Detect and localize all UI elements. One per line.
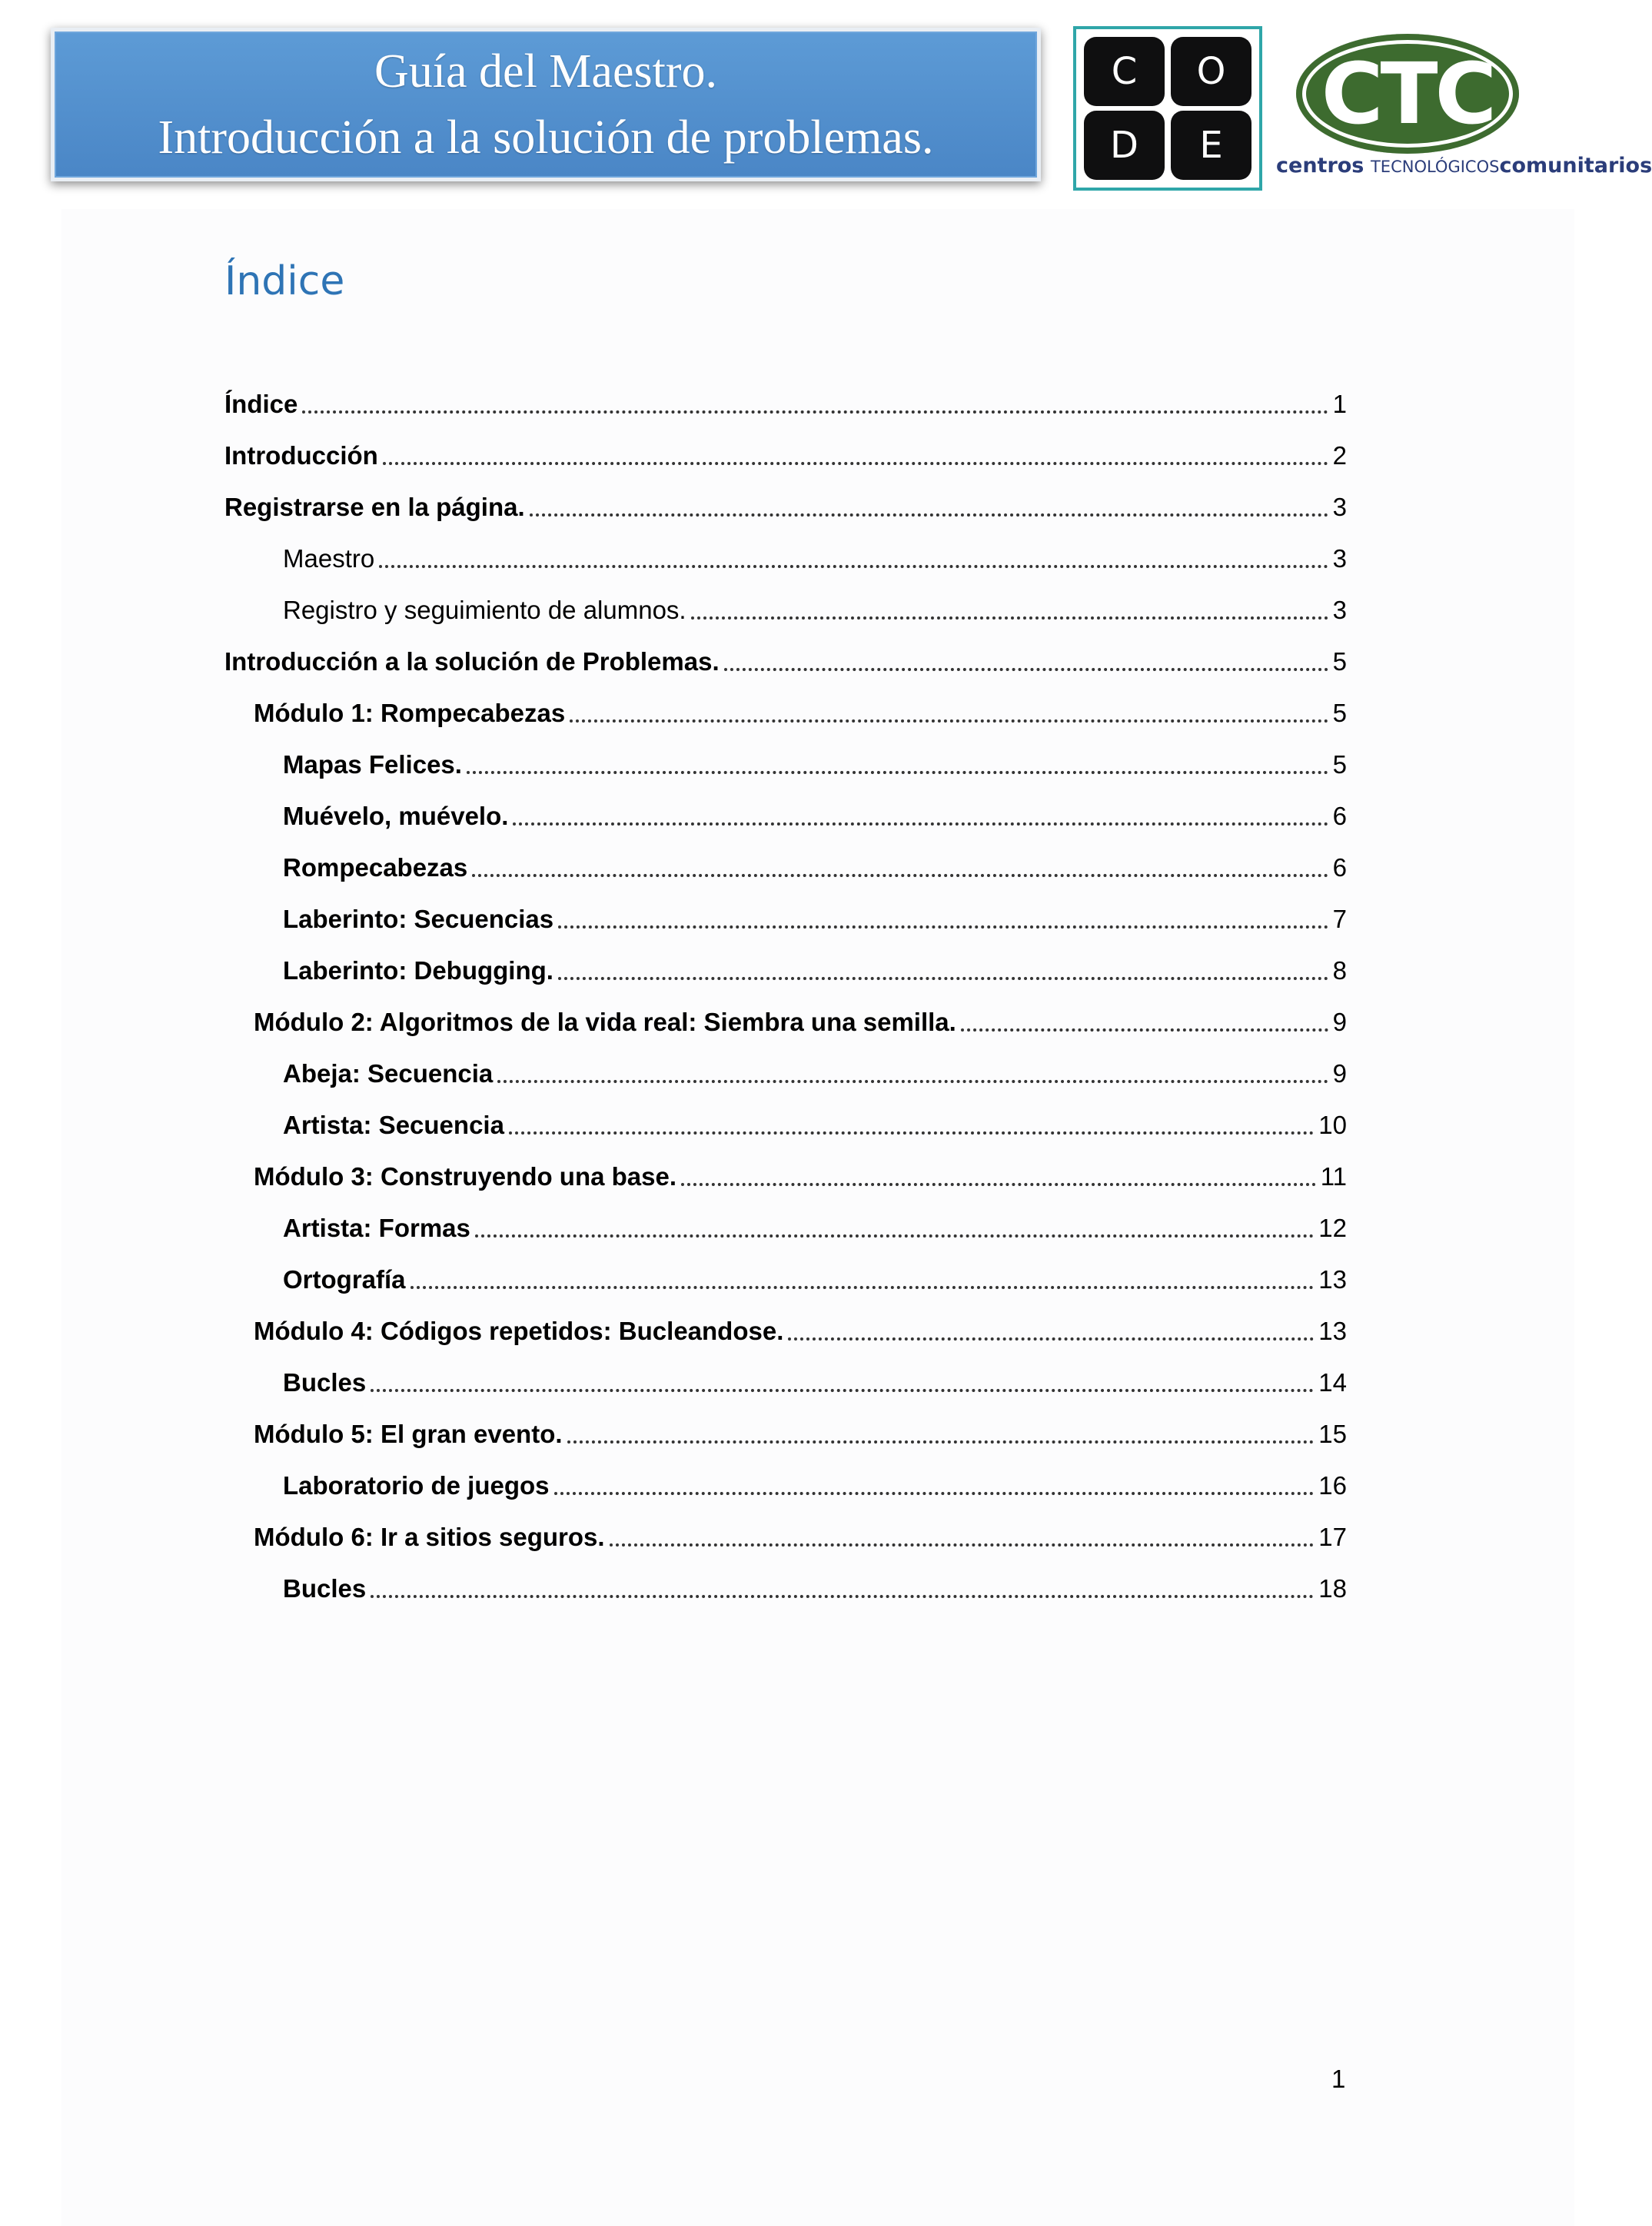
code-logo-letter-c: C: [1084, 37, 1165, 106]
ctc-logo-letters: CTC: [1321, 45, 1494, 143]
toc-entry-title: Introducción: [224, 441, 378, 470]
toc-entry-title: Ortografía: [283, 1265, 406, 1294]
toc-entry-page: 5: [1332, 647, 1347, 676]
toc-entry[interactable]: [224, 1351, 1347, 1402]
toc-entry[interactable]: [224, 887, 1347, 939]
page-number: 1: [1331, 2065, 1346, 2093]
toc-dot-leader: [513, 822, 1328, 826]
toc-entry[interactable]: [224, 1042, 1347, 1093]
ctc-logo: [1273, 31, 1652, 192]
toc-dot-leader: [371, 1389, 1314, 1392]
toc-entry-page: 15: [1318, 1420, 1347, 1448]
toc-entry[interactable]: [224, 475, 1347, 527]
toc-dot-leader: [570, 719, 1328, 723]
toc-entry-title: Módulo 4: Códigos repetidos: Bucleandose.: [254, 1317, 784, 1345]
toc-dot-leader: [383, 462, 1328, 465]
toc-entry-page: 18: [1318, 1574, 1347, 1603]
toc-entry-title: Laberinto: Secuencias: [283, 905, 554, 933]
toc-entry-page: 13: [1318, 1265, 1347, 1294]
toc-dot-leader: [475, 1234, 1314, 1238]
toc-entry-page: 9: [1332, 1008, 1347, 1036]
toc-entry[interactable]: [224, 1454, 1347, 1505]
code-logo-letter-e: E: [1171, 111, 1251, 180]
title-banner: [51, 28, 1041, 181]
table-of-contents: [224, 372, 1347, 1608]
toc-dot-leader: [371, 1595, 1314, 1598]
ctc-tagline-centros: centros: [1276, 154, 1364, 178]
toc-entry-title: Módulo 1: Rompecabezas: [254, 699, 566, 727]
toc-entry-title: Laboratorio de juegos: [283, 1471, 550, 1500]
toc-entry-page: 3: [1332, 493, 1347, 521]
code-logo-letter-o: O: [1171, 37, 1251, 106]
toc-entry-page: 6: [1332, 853, 1347, 882]
toc-dot-leader: [558, 925, 1328, 929]
toc-entry-title: Artista: Formas: [283, 1214, 470, 1242]
toc-entry-title: Índice: [224, 390, 298, 418]
toc-dot-leader: [610, 1543, 1315, 1547]
toc-entry-page: 11: [1320, 1162, 1347, 1191]
code-logo-grid: [1084, 37, 1251, 180]
toc-dot-leader: [558, 977, 1328, 980]
toc-entry-title: Registrarse en la página.: [224, 493, 525, 521]
toc-entry-page: 9: [1332, 1059, 1347, 1088]
toc-entry-title: Bucles: [283, 1574, 367, 1603]
banner-title-line-2: Introducción a la solución de problemas.: [158, 111, 934, 164]
toc-entry-page: 3: [1332, 596, 1347, 624]
toc-entry-title: Mapas Felices.: [283, 750, 462, 779]
ctc-tagline-comunitarios: comunitarios: [1499, 154, 1652, 178]
toc-entry-title: Rompecabezas: [283, 853, 468, 882]
toc-entry-page: 3: [1332, 544, 1347, 573]
toc-entry-title: Módulo 5: El gran evento.: [254, 1420, 563, 1448]
toc-entry-page: 13: [1318, 1317, 1347, 1345]
toc-entry-page: 2: [1332, 441, 1347, 470]
toc-entry[interactable]: [224, 527, 1347, 578]
toc-entry-page: 5: [1332, 699, 1347, 727]
toc-dot-leader: [467, 771, 1328, 774]
ctc-logo-tagline: [1276, 154, 1652, 178]
toc-entry-page: 1: [1332, 390, 1347, 418]
toc-entry-title: Artista: Secuencia: [283, 1111, 504, 1139]
toc-entry[interactable]: [224, 1299, 1347, 1351]
toc-entry-page: 17: [1318, 1523, 1347, 1551]
toc-dot-leader: [788, 1337, 1314, 1341]
ctc-logo-mark: [1296, 34, 1519, 154]
toc-entry[interactable]: [224, 578, 1347, 630]
toc-dot-leader: [497, 1080, 1328, 1083]
toc-entry-page: 6: [1332, 802, 1347, 830]
banner-title-line-1: Guía del Maestro.: [374, 45, 717, 98]
toc-dot-leader: [302, 410, 1328, 414]
toc-dot-leader: [379, 565, 1328, 568]
toc-entry-page: 7: [1332, 905, 1347, 933]
toc-dot-leader: [554, 1492, 1315, 1495]
toc-entry-title: Maestro: [283, 544, 375, 573]
toc-entry[interactable]: [224, 372, 1347, 424]
toc-entry-page: 8: [1332, 956, 1347, 985]
toc-entry-page: 12: [1318, 1214, 1347, 1242]
code-logo-letter-d: D: [1084, 111, 1165, 180]
toc-entry[interactable]: [224, 836, 1347, 887]
toc-dot-leader: [530, 513, 1328, 517]
toc-dot-leader: [411, 1286, 1315, 1289]
toc-heading: Índice: [224, 258, 345, 304]
toc-dot-leader: [724, 668, 1328, 671]
toc-entry-title: Módulo 2: Algoritmos de la vida real: Siembra una semilla.: [254, 1008, 956, 1036]
toc-entry-title: Registro y seguimiento de alumnos.: [283, 596, 686, 624]
toc-entry-title: Laberinto: Debugging.: [283, 956, 553, 985]
toc-entry[interactable]: [224, 630, 1347, 681]
toc-dot-leader: [509, 1131, 1314, 1135]
toc-entry-title: Módulo 6: Ir a sitios seguros.: [254, 1523, 605, 1551]
toc-entry[interactable]: [224, 939, 1347, 990]
toc-dot-leader: [567, 1440, 1315, 1444]
toc-entry[interactable]: [224, 990, 1347, 1042]
toc-entry[interactable]: [224, 1248, 1347, 1299]
code-logo: [1073, 26, 1262, 191]
toc-entry[interactable]: [224, 733, 1347, 784]
toc-entry[interactable]: [224, 1557, 1347, 1608]
toc-entry-page: 5: [1332, 750, 1347, 779]
toc-entry-page: 10: [1318, 1111, 1347, 1139]
toc-dot-leader: [961, 1028, 1328, 1032]
toc-entry-page: 14: [1318, 1368, 1347, 1397]
toc-entry[interactable]: [224, 1402, 1347, 1454]
ctc-tagline-tecnologicos: TECNOLÓGICOS: [1370, 158, 1500, 176]
toc-entry-title: Introducción a la solución de Problemas.: [224, 647, 720, 676]
toc-dot-leader: [681, 1183, 1316, 1186]
toc-entry-title: Abeja: Secuencia: [283, 1059, 494, 1088]
toc-entry-title: Muévelo, muévelo.: [283, 802, 509, 830]
toc-entry-page: 16: [1318, 1471, 1347, 1500]
toc-entry[interactable]: [224, 1093, 1347, 1145]
toc-entry[interactable]: [224, 784, 1347, 836]
toc-entry[interactable]: [224, 424, 1347, 475]
toc-entry-title: Módulo 3: Construyendo una base.: [254, 1162, 677, 1191]
toc-entry[interactable]: [224, 1196, 1347, 1248]
toc-dot-leader: [472, 874, 1328, 877]
toc-entry[interactable]: [224, 681, 1347, 733]
toc-entry[interactable]: [224, 1145, 1347, 1196]
toc-entry[interactable]: [224, 1505, 1347, 1557]
toc-entry-title: Bucles: [283, 1368, 367, 1397]
toc-dot-leader: [691, 616, 1328, 620]
